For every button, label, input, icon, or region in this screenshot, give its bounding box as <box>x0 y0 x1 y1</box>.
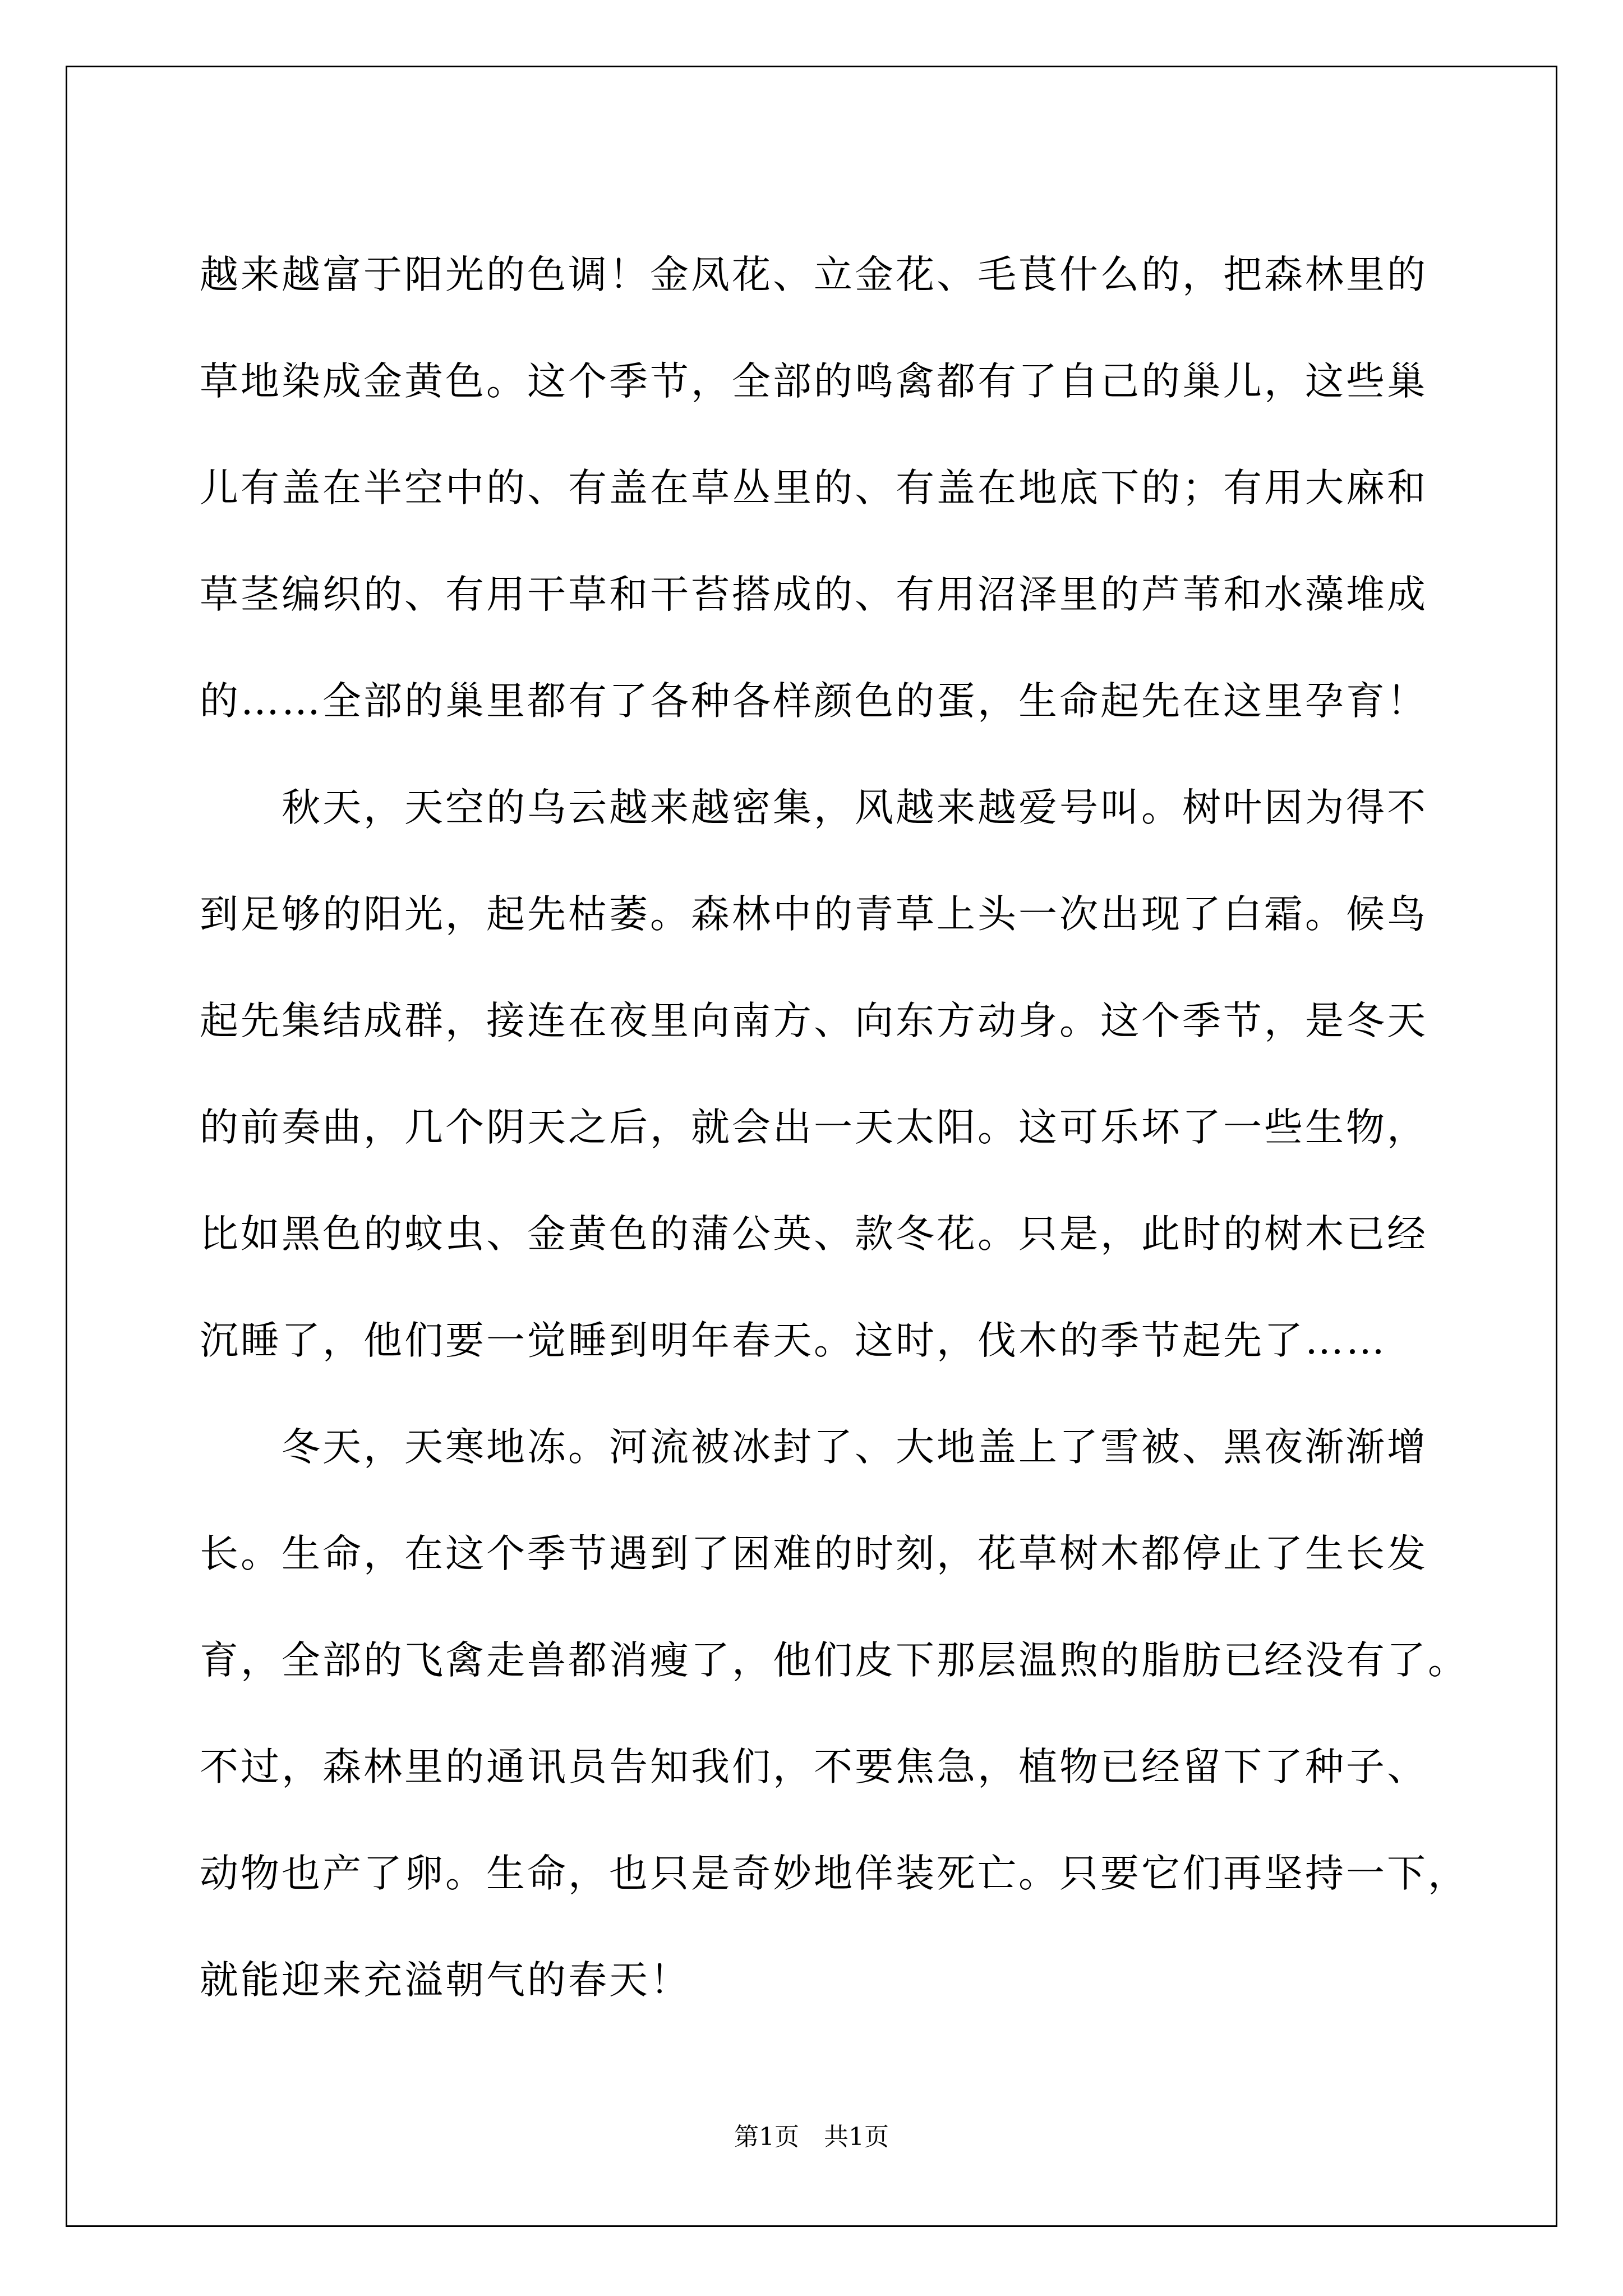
text-line: 草茎编织的、有用干草和干苔搭成的、有用沼泽里的芦苇和水藻堆成 <box>200 572 1428 617</box>
text-line: 冬天，天寒地冻。河流被冰封了、大地盖上了雪被、黑夜渐渐增 <box>200 1425 1428 1470</box>
text-line: 沉睡了，他们要一觉睡到明年春天。这时，伐木的季节起先了…… <box>200 1318 1387 1363</box>
text-line: 到足够的阳光，起先枯萎。森林中的青草上头一次出现了白霜。候鸟 <box>200 892 1428 937</box>
text-line: 越来越富于阳光的色调！金凤花、立金花、毛茛什么的，把森林里的 <box>200 252 1428 297</box>
text-line: 的前奏曲，几个阴天之后，就会出一天太阳。这可乐坏了一些生物， <box>200 1105 1428 1150</box>
text-line: 育，全部的飞禽走兽都消瘦了，他们皮下那层温煦的脂肪已经没有了。 <box>200 1638 1469 1683</box>
text-line: 动物也产了卵。生命，也只是奇妙地佯装死亡。只要它们再坚持一下， <box>200 1851 1469 1896</box>
text-line: 起先集结成群，接连在夜里向南方、向东方动身。这个季节，是冬天 <box>200 999 1428 1043</box>
text-line: 比如黑色的蚊虫、金黄色的蒲公英、款冬花。只是，此时的树木已经 <box>200 1212 1428 1257</box>
text-line: 秋天，天空的乌云越来越密集，风越来越爱号叫。树叶因为得不 <box>200 785 1428 830</box>
text-line: 的……全部的巢里都有了各种各样颜色的蛋，生命起先在这里孕育！ <box>200 679 1428 724</box>
text-line: 草地染成金黄色。这个季节，全部的鸣禽都有了自己的巢儿，这些巢 <box>200 359 1428 404</box>
document-body <box>200 222 1469 2033</box>
page-number-footer: 第1页 共1页 <box>734 2123 889 2151</box>
text-line: 儿有盖在半空中的、有盖在草丛里的、有盖在地底下的；有用大麻和 <box>200 466 1428 510</box>
text-line: 长。生命，在这个季节遇到了困难的时刻，花草树木都停止了生长发 <box>200 1531 1428 1576</box>
text-line: 不过，森林里的通讯员告知我们，不要焦急，植物已经留下了种子、 <box>200 1745 1428 1789</box>
text-line: 就能迎来充溢朝气的春天！ <box>200 1958 691 2003</box>
